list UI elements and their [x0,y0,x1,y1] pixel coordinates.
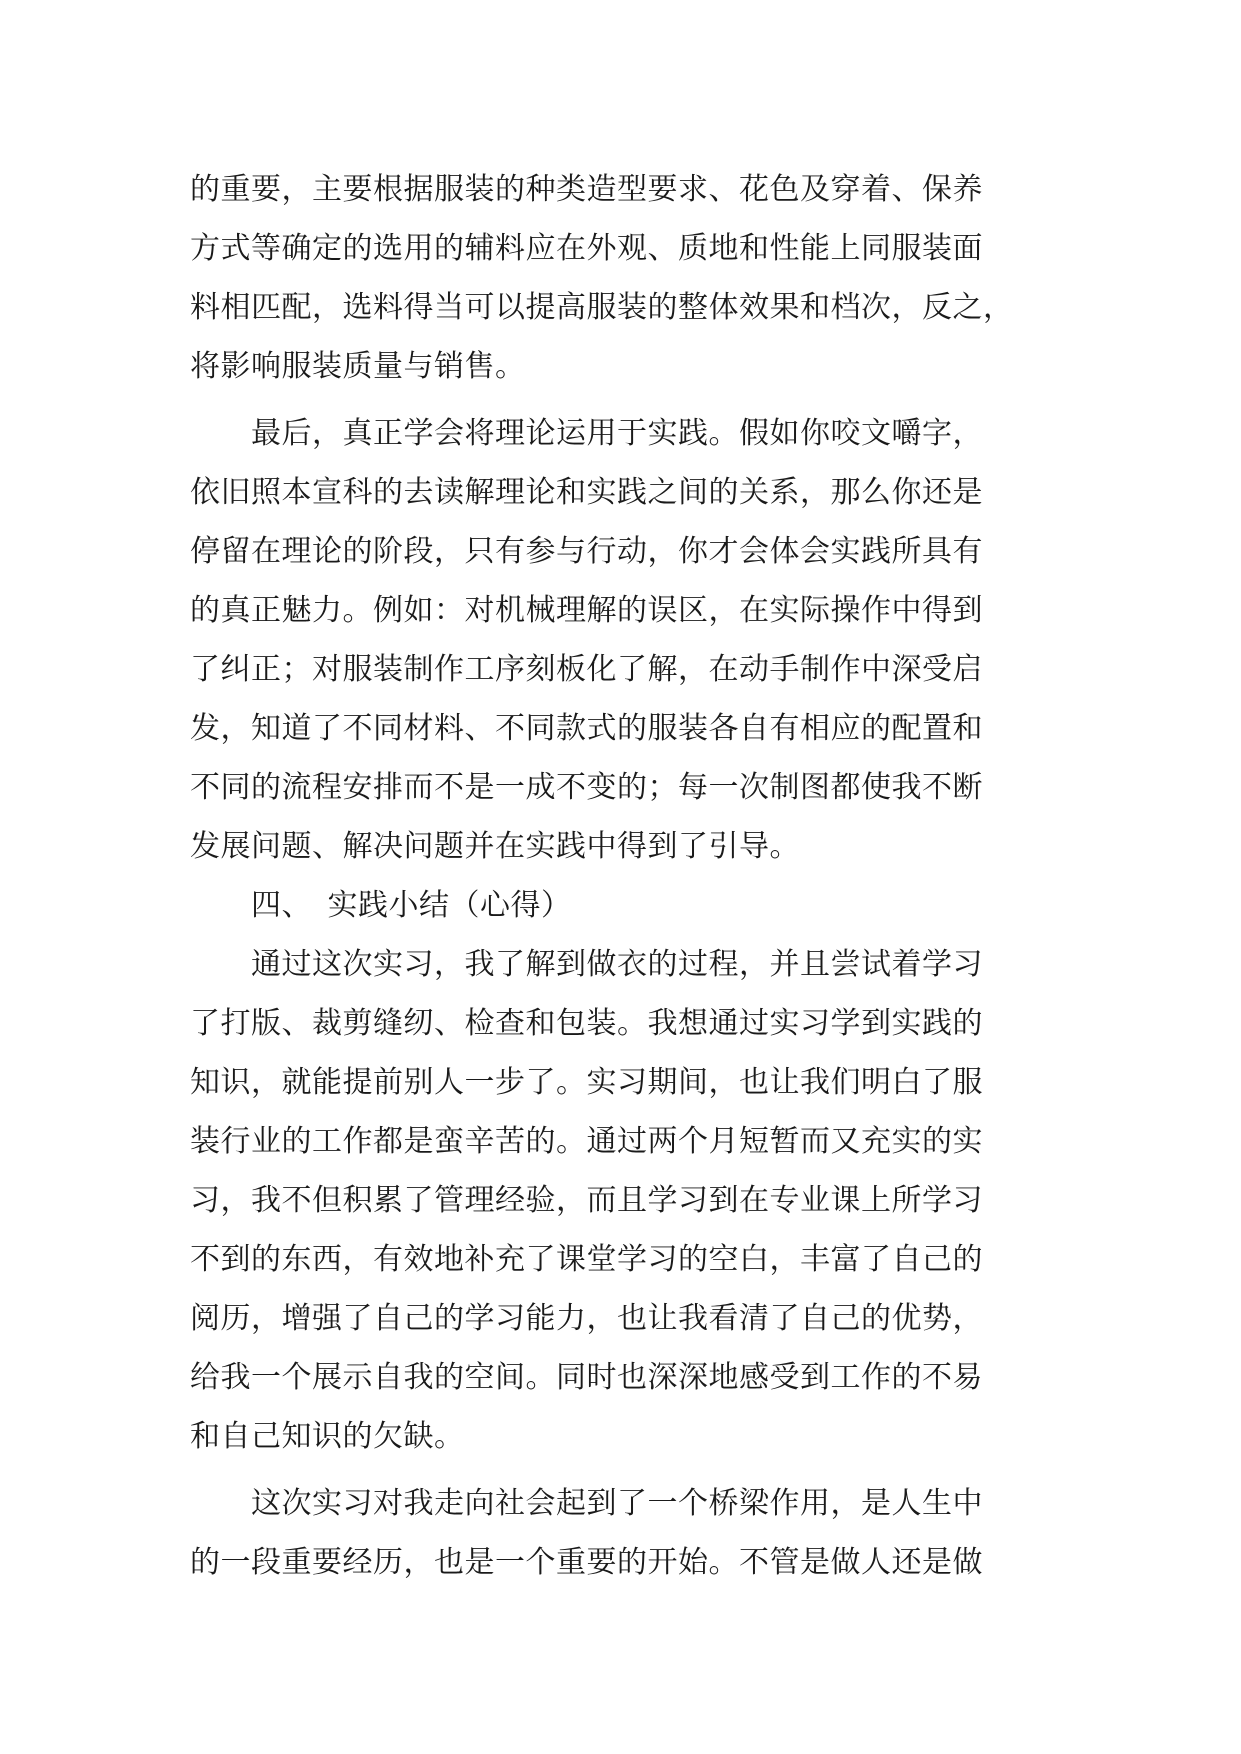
text-line: 料相匹配，选料得当可以提高服装的整体效果和档次，反之， [190,290,1014,325]
text-line: 知识，就能提前别人一步了。实习期间，也让我们明白了服 [190,1065,983,1100]
text-line: 和自己知识的欠缺。 [190,1419,465,1454]
text-line: 不同的流程安排而不是一成不变的；每一次制图都使我不断 [190,770,983,805]
text-line: 依旧照本宣科的去读解理论和实践之间的关系，那么你还是 [190,475,983,510]
text-line: 装行业的工作都是蛮辛苦的。通过两个月短暂而又充实的实 [190,1124,983,1159]
text-line: 停留在理论的阶段，只有参与行动，你才会体会实践所具有 [190,534,983,569]
section-heading: 四、 实践小结（心得） [190,888,572,923]
text-line: 习，我不但积累了管理经验，而且学习到在专业课上所学习 [190,1183,983,1218]
text-line: 的重要，主要根据服装的种类造型要求、花色及穿着、保养 [190,172,983,207]
text-line: 通过这次实习，我了解到做衣的过程，并且尝试着学习 [190,947,983,982]
text-line: 了纠正；对服装制作工序刻板化了解，在动手制作中深受启 [190,652,983,687]
text-line: 最后，真正学会将理论运用于实践。假如你咬文嚼字， [190,416,983,451]
document-body [190,160,1050,1592]
text-line: 方式等确定的选用的辅料应在外观、质地和性能上同服装面 [190,231,983,266]
text-line: 不到的东西，有效地补充了课堂学习的空白，丰富了自己的 [190,1242,983,1277]
text-line: 发展问题、解决问题并在实践中得到了引导。 [190,829,800,864]
text-line: 给我一个展示自我的空间。同时也深深地感受到工作的不易 [190,1360,983,1395]
paragraph-gap [190,396,1050,404]
text-line: 将影响服装质量与销售。 [190,349,526,384]
text-line: 发，知道了不同材料、不同款式的服装各自有相应的配置和 [190,711,983,746]
text-line: 阅历，增强了自己的学习能力，也让我看清了自己的优势， [190,1301,983,1336]
text-line: 了打版、裁剪缝纫、检查和包装。我想通过实习学到实践的 [190,1006,983,1041]
paragraph-gap [190,1466,1050,1474]
text-line: 的真正魅力。例如：对机械理解的误区，在实际操作中得到 [190,593,983,628]
text-line: 这次实习对我走向社会起到了一个桥梁作用，是人生中 [190,1486,983,1521]
text-line: 的一段重要经历，也是一个重要的开始。不管是做人还是做 [190,1545,983,1580]
